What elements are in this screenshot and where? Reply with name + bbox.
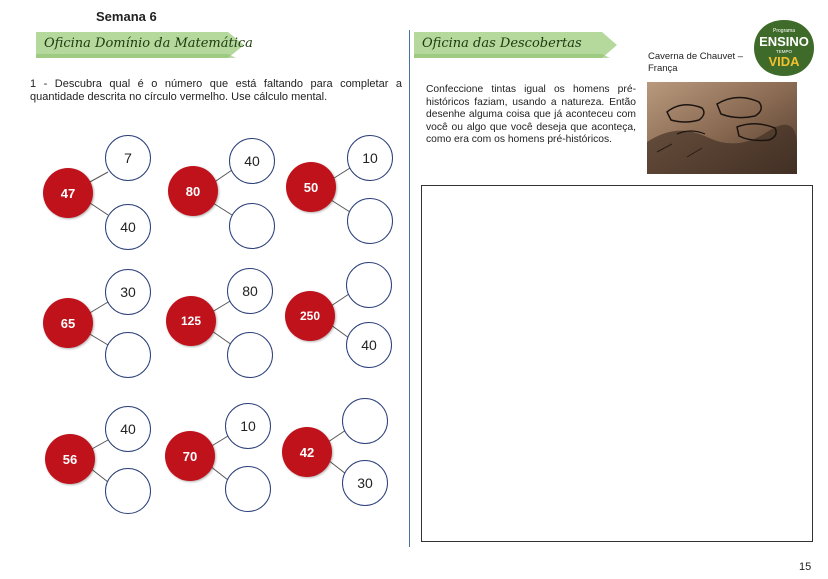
total-circle: 70 bbox=[165, 431, 215, 481]
addend-circle[interactable] bbox=[347, 198, 393, 244]
addend-circle[interactable]: 30 bbox=[105, 269, 151, 315]
logo-main-text-2: VIDA bbox=[768, 54, 800, 69]
addend-circle[interactable]: 40 bbox=[346, 322, 392, 368]
total-circle: 50 bbox=[286, 162, 336, 212]
addend-circle[interactable] bbox=[229, 203, 275, 249]
discoveries-workshop-title: Oficina das Descobertas bbox=[422, 36, 582, 51]
math-workshop-title: Oficina Domínio da Matemática bbox=[44, 36, 253, 51]
addend-circle[interactable] bbox=[346, 262, 392, 308]
addend-circle[interactable]: 10 bbox=[225, 403, 271, 449]
addend-circle[interactable]: 40 bbox=[105, 406, 151, 452]
addend-circle[interactable]: 30 bbox=[342, 460, 388, 506]
addend-circle[interactable] bbox=[225, 466, 271, 512]
total-circle: 125 bbox=[166, 296, 216, 346]
addend-circle[interactable]: 10 bbox=[347, 135, 393, 181]
week-title: Semana 6 bbox=[96, 9, 157, 24]
total-circle: 42 bbox=[282, 427, 332, 477]
addend-circle[interactable] bbox=[227, 332, 273, 378]
page-number: 15 bbox=[799, 561, 812, 573]
addend-circle[interactable]: 40 bbox=[105, 204, 151, 250]
logo-main-text-1: ENSINO bbox=[759, 34, 809, 49]
total-circle: 80 bbox=[168, 166, 218, 216]
addend-circle[interactable]: 80 bbox=[227, 268, 273, 314]
logo-mid-text: TEMPO bbox=[775, 49, 793, 54]
activity-instructions: Confeccione tintas igual os homens pré-históricos faziam, usando a natureza. Então desenhe alguma coisa que já aconteceu com você ou algo que você deseja que aconteça, como era com os homens pré-históricos. bbox=[426, 84, 636, 145]
addend-circle[interactable] bbox=[342, 398, 388, 444]
addend-circle[interactable] bbox=[105, 332, 151, 378]
total-circle: 47 bbox=[43, 168, 93, 218]
logo-small-text: Programa bbox=[773, 28, 795, 34]
total-circle: 56 bbox=[45, 434, 95, 484]
addend-circle[interactable] bbox=[105, 468, 151, 514]
cave-caption: Caverna de Chauvet – França bbox=[648, 51, 744, 74]
addend-circle[interactable]: 40 bbox=[229, 138, 275, 184]
addend-circle[interactable]: 7 bbox=[105, 135, 151, 181]
exercise-instruction: 1 - Descubra qual é o número que está faltando para completar a quantidade descrita no círculo vermelho. Use cálculo mental. bbox=[30, 78, 402, 103]
total-circle: 65 bbox=[43, 298, 93, 348]
total-circle: 250 bbox=[285, 291, 335, 341]
